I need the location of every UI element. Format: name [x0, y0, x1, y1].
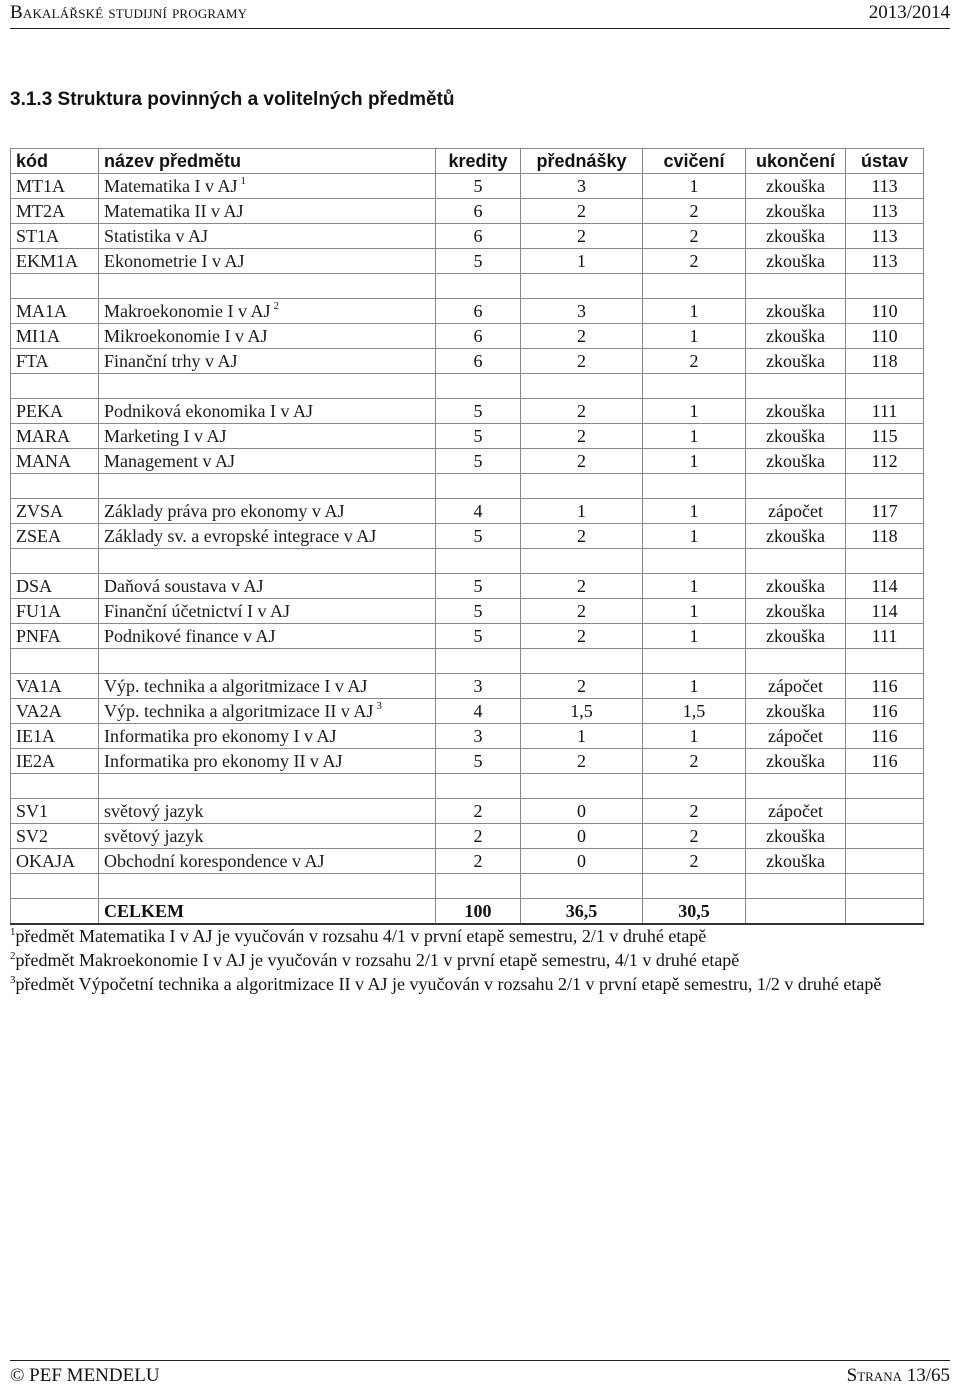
empty-cell [99, 474, 436, 499]
course-lectures: 2 [521, 399, 643, 424]
course-seminars: 2 [643, 799, 746, 824]
course-lectures: 2 [521, 749, 643, 774]
course-lectures: 1 [521, 499, 643, 524]
empty-cell [643, 474, 746, 499]
course-completion: zkouška [746, 599, 846, 624]
course-seminars: 1 [643, 499, 746, 524]
section-title: 3.1.3 Struktura povinných a volitelných předmětů [10, 89, 455, 110]
empty-cell [11, 649, 99, 674]
course-institute: 115 [846, 424, 924, 449]
course-name [99, 624, 436, 649]
course-institute: 110 [846, 299, 924, 324]
footer-page-number: Strana 13/65 [846, 1365, 950, 1386]
course-code: MARA [11, 424, 99, 449]
course-name-text: Informatika pro ekonomy II v AJ [104, 751, 343, 771]
course-completion: zápočet [746, 499, 846, 524]
course-name-text: Matematika II v AJ [104, 201, 244, 221]
table-row [11, 624, 924, 649]
empty-cell [846, 649, 924, 674]
header-academic-year: 2013/2014 [868, 2, 950, 23]
course-lectures: 1 [521, 724, 643, 749]
table-row [11, 524, 924, 549]
empty-cell [521, 374, 643, 399]
course-name [99, 799, 436, 824]
empty-cell [11, 374, 99, 399]
empty-cell [521, 274, 643, 299]
empty-cell [11, 274, 99, 299]
empty-cell [746, 649, 846, 674]
course-credits: 2 [436, 799, 521, 824]
course-seminars: 2 [643, 224, 746, 249]
table-row [11, 424, 924, 449]
course-code: FTA [11, 349, 99, 374]
course-completion: zkouška [746, 224, 846, 249]
course-lectures: 2 [521, 324, 643, 349]
column-header: ukončení [746, 149, 846, 174]
course-seminars: 2 [643, 349, 746, 374]
empty-cell [746, 874, 846, 899]
course-institute: 113 [846, 199, 924, 224]
course-completion: zápočet [746, 799, 846, 824]
course-credits: 5 [436, 574, 521, 599]
course-seminars: 1 [643, 724, 746, 749]
footnote: $^3$předmět Výpočetní technika a algoritmizace II v AJ je vyučován v rozsahu 2/1 v první etapě semestru, 1/2 v druhé etapě [10, 974, 882, 994]
course-name [99, 699, 436, 724]
course-name-text: světový jazyk [104, 801, 204, 821]
empty-cell [746, 474, 846, 499]
course-seminars: 2 [643, 824, 746, 849]
course-lectures: 2 [521, 449, 643, 474]
empty-cell [11, 474, 99, 499]
course-completion: zkouška [746, 299, 846, 324]
course-completion: zápočet [746, 724, 846, 749]
table-row [11, 249, 924, 274]
table-row [11, 399, 924, 424]
course-name [99, 524, 436, 549]
course-institute: 116 [846, 674, 924, 699]
empty-cell [746, 374, 846, 399]
empty-cell [846, 374, 924, 399]
course-name [99, 499, 436, 524]
table-row [11, 224, 924, 249]
course-institute: 114 [846, 599, 924, 624]
course-institute [846, 824, 924, 849]
total-label: CELKEM [99, 899, 436, 925]
course-institute: 118 [846, 349, 924, 374]
course-completion: zkouška [746, 849, 846, 874]
total-row [11, 899, 924, 925]
course-lectures: 0 [521, 799, 643, 824]
table-row [11, 199, 924, 224]
course-name [99, 324, 436, 349]
course-seminars: 1 [643, 399, 746, 424]
course-seminars: 2 [643, 199, 746, 224]
course-credits: 5 [436, 399, 521, 424]
course-name [99, 599, 436, 624]
course-institute: 111 [846, 399, 924, 424]
course-lectures: 3 [521, 174, 643, 199]
table-row [11, 724, 924, 749]
course-completion: zkouška [746, 174, 846, 199]
course-name-text: Statistika v AJ [104, 226, 209, 246]
course-credits: 5 [436, 599, 521, 624]
course-institute: 113 [846, 224, 924, 249]
course-code: SV2 [11, 824, 99, 849]
separator-row [11, 549, 924, 574]
course-credits: 4 [436, 499, 521, 524]
course-institute: 113 [846, 249, 924, 274]
footnote: $^2$předmět Makroekonomie I v AJ je vyučován v rozsahu 2/1 v první etapě semestru, 4/1 v druhé etapě [10, 950, 740, 970]
empty-cell [846, 549, 924, 574]
course-completion: zkouška [746, 199, 846, 224]
course-code: SV1 [11, 799, 99, 824]
empty-cell [11, 549, 99, 574]
course-name-text: Obchodní korespondence v AJ [104, 851, 325, 871]
separator-row [11, 874, 924, 899]
course-name [99, 174, 436, 199]
empty-cell [99, 274, 436, 299]
footnote-ref: 2 [273, 300, 279, 312]
course-institute: 110 [846, 324, 924, 349]
course-institute: 112 [846, 449, 924, 474]
column-header: kód [11, 149, 99, 174]
course-lectures: 0 [521, 849, 643, 874]
course-lectures: 1 [521, 249, 643, 274]
course-name [99, 199, 436, 224]
empty-cell [643, 874, 746, 899]
table-row [11, 749, 924, 774]
course-name-text: Ekonometrie I v AJ [104, 251, 245, 271]
course-institute: 111 [846, 624, 924, 649]
table-body [11, 174, 924, 925]
empty-cell [436, 649, 521, 674]
course-lectures: 2 [521, 624, 643, 649]
course-code: MANA [11, 449, 99, 474]
course-name-text: Marketing I v AJ [104, 426, 227, 446]
course-name-text: Makroekonomie I v AJ [104, 301, 271, 321]
course-name-text: Výp. technika a algoritmizace I v AJ [104, 676, 368, 696]
column-header: kredity [436, 149, 521, 174]
course-credits: 4 [436, 699, 521, 724]
column-header: cvičení [643, 149, 746, 174]
footer-copyright: © PEF MENDELU [10, 1365, 160, 1386]
course-code: MA1A [11, 299, 99, 324]
separator-row [11, 274, 924, 299]
column-header: název předmětu [99, 149, 436, 174]
course-institute: 117 [846, 499, 924, 524]
course-name [99, 574, 436, 599]
course-table [10, 148, 924, 925]
course-completion: zkouška [746, 424, 846, 449]
course-name-text: Základy sv. a evropské integrace v AJ [104, 526, 377, 546]
course-lectures: 2 [521, 674, 643, 699]
empty-cell [436, 874, 521, 899]
course-seminars: 1,5 [643, 699, 746, 724]
course-credits: 5 [436, 449, 521, 474]
course-name [99, 249, 436, 274]
course-name [99, 224, 436, 249]
course-completion: zkouška [746, 524, 846, 549]
table-row [11, 599, 924, 624]
course-seminars: 1 [643, 674, 746, 699]
course-credits: 5 [436, 424, 521, 449]
course-code: VA2A [11, 699, 99, 724]
empty-cell [11, 774, 99, 799]
footnote: $^1$předmět Matematika I v AJ je vyučován v rozsahu 4/1 v první etapě semestru, 2/1 v druhé etapě [10, 926, 707, 946]
course-name-text: Podniková ekonomika I v AJ [104, 401, 313, 421]
course-institute: 116 [846, 699, 924, 724]
empty-cell [99, 549, 436, 574]
course-completion: zkouška [746, 449, 846, 474]
course-lectures: 1,5 [521, 699, 643, 724]
course-seminars: 1 [643, 599, 746, 624]
course-credits: 6 [436, 224, 521, 249]
course-lectures: 0 [521, 824, 643, 849]
course-completion: zápočet [746, 674, 846, 699]
course-code: OKAJA [11, 849, 99, 874]
course-institute [846, 849, 924, 874]
course-institute: 118 [846, 524, 924, 549]
course-name [99, 724, 436, 749]
course-completion: zkouška [746, 624, 846, 649]
table-row [11, 574, 924, 599]
course-name-text: Management v AJ [104, 451, 235, 471]
course-lectures: 2 [521, 574, 643, 599]
separator-row [11, 774, 924, 799]
empty-cell [436, 374, 521, 399]
course-completion: zkouška [746, 249, 846, 274]
course-completion: zkouška [746, 699, 846, 724]
empty-cell [521, 774, 643, 799]
course-name-text: Matematika I v AJ [104, 176, 238, 196]
empty-cell [521, 649, 643, 674]
course-completion: zkouška [746, 824, 846, 849]
course-lectures: 2 [521, 524, 643, 549]
course-name [99, 349, 436, 374]
course-name [99, 299, 436, 324]
empty-cell [99, 874, 436, 899]
separator-row [11, 374, 924, 399]
course-code: PEKA [11, 399, 99, 424]
course-code: IE2A [11, 749, 99, 774]
course-name [99, 749, 436, 774]
course-institute: 116 [846, 749, 924, 774]
separator-row [11, 474, 924, 499]
empty-cell [846, 899, 924, 925]
table-row [11, 849, 924, 874]
course-name-text: Daňová soustava v AJ [104, 576, 264, 596]
course-credits: 3 [436, 674, 521, 699]
course-code: MI1A [11, 324, 99, 349]
course-credits: 6 [436, 349, 521, 374]
course-seminars: 1 [643, 174, 746, 199]
course-lectures: 2 [521, 349, 643, 374]
course-completion: zkouška [746, 749, 846, 774]
course-lectures: 2 [521, 224, 643, 249]
course-credits: 5 [436, 174, 521, 199]
course-credits: 2 [436, 824, 521, 849]
footnote-ref: 3 [376, 700, 382, 712]
table-row [11, 699, 924, 724]
course-seminars: 1 [643, 574, 746, 599]
empty-cell [746, 549, 846, 574]
footnote-ref: 1 [240, 175, 246, 187]
table-row [11, 449, 924, 474]
course-name-text: Podnikové finance v AJ [104, 626, 276, 646]
course-code: ZSEA [11, 524, 99, 549]
course-seminars: 1 [643, 424, 746, 449]
course-seminars: 2 [643, 249, 746, 274]
page-footer [10, 1360, 950, 1388]
course-credits: 5 [436, 749, 521, 774]
footnotes [10, 924, 952, 996]
course-name-text: Mikroekonomie I v AJ [104, 326, 268, 346]
course-code: ST1A [11, 224, 99, 249]
course-seminars: 1 [643, 449, 746, 474]
empty-cell [11, 874, 99, 899]
table-row [11, 499, 924, 524]
course-completion: zkouška [746, 574, 846, 599]
course-credits: 3 [436, 724, 521, 749]
empty-cell [643, 774, 746, 799]
course-code: IE1A [11, 724, 99, 749]
table-header-row [11, 149, 924, 174]
empty-cell [436, 274, 521, 299]
course-name [99, 674, 436, 699]
empty-cell [846, 274, 924, 299]
empty-cell [11, 899, 99, 925]
course-name-text: Základy práva pro ekonomy v AJ [104, 501, 345, 521]
empty-cell [746, 899, 846, 925]
empty-cell [643, 549, 746, 574]
course-completion: zkouška [746, 399, 846, 424]
course-name [99, 424, 436, 449]
column-header: ústav [846, 149, 924, 174]
course-completion: zkouška [746, 324, 846, 349]
empty-cell [746, 774, 846, 799]
course-name [99, 824, 436, 849]
empty-cell [99, 374, 436, 399]
table-row [11, 349, 924, 374]
course-name [99, 849, 436, 874]
empty-cell [521, 474, 643, 499]
course-code: MT2A [11, 199, 99, 224]
empty-cell [521, 549, 643, 574]
course-credits: 5 [436, 624, 521, 649]
course-lectures: 2 [521, 199, 643, 224]
course-credits: 2 [436, 849, 521, 874]
course-name-text: Výp. technika a algoritmizace II v AJ [104, 701, 374, 721]
empty-cell [846, 874, 924, 899]
table-row [11, 299, 924, 324]
course-code: VA1A [11, 674, 99, 699]
course-code: PNFA [11, 624, 99, 649]
total-credits: 100 [436, 899, 521, 925]
course-seminars: 1 [643, 299, 746, 324]
course-seminars: 1 [643, 324, 746, 349]
course-name [99, 399, 436, 424]
empty-cell [846, 774, 924, 799]
course-name-text: Finanční účetnictví I v AJ [104, 601, 290, 621]
course-code: EKM1A [11, 249, 99, 274]
course-credits: 5 [436, 524, 521, 549]
course-completion: zkouška [746, 349, 846, 374]
course-lectures: 3 [521, 299, 643, 324]
empty-cell [643, 274, 746, 299]
course-credits: 5 [436, 249, 521, 274]
course-code: MT1A [11, 174, 99, 199]
table-row [11, 674, 924, 699]
table-row [11, 824, 924, 849]
header-program-title: Bakalářské studijní programy [10, 2, 248, 23]
empty-cell [436, 474, 521, 499]
course-code: FU1A [11, 599, 99, 624]
empty-cell [643, 649, 746, 674]
total-seminars: 30,5 [643, 899, 746, 925]
course-credits: 6 [436, 324, 521, 349]
empty-cell [436, 774, 521, 799]
empty-cell [846, 474, 924, 499]
course-institute: 116 [846, 724, 924, 749]
table-row [11, 799, 924, 824]
table-row [11, 174, 924, 199]
course-name-text: světový jazyk [104, 826, 204, 846]
empty-cell [99, 649, 436, 674]
course-code: DSA [11, 574, 99, 599]
empty-cell [643, 374, 746, 399]
page-header [10, 0, 950, 29]
course-institute: 114 [846, 574, 924, 599]
empty-cell [99, 774, 436, 799]
empty-cell [521, 874, 643, 899]
empty-cell [746, 274, 846, 299]
course-institute: 113 [846, 174, 924, 199]
empty-cell [436, 549, 521, 574]
course-lectures: 2 [521, 599, 643, 624]
course-seminars: 1 [643, 524, 746, 549]
course-seminars: 2 [643, 749, 746, 774]
course-name [99, 449, 436, 474]
course-credits: 6 [436, 199, 521, 224]
course-name-text: Finanční trhy v AJ [104, 351, 238, 371]
course-code: ZVSA [11, 499, 99, 524]
table-row [11, 324, 924, 349]
course-seminars: 2 [643, 849, 746, 874]
total-lectures: 36,5 [521, 899, 643, 925]
course-institute [846, 799, 924, 824]
course-lectures: 2 [521, 424, 643, 449]
course-credits: 6 [436, 299, 521, 324]
course-name-text: Informatika pro ekonomy I v AJ [104, 726, 337, 746]
separator-row [11, 649, 924, 674]
column-header: přednášky [521, 149, 643, 174]
course-seminars: 1 [643, 624, 746, 649]
